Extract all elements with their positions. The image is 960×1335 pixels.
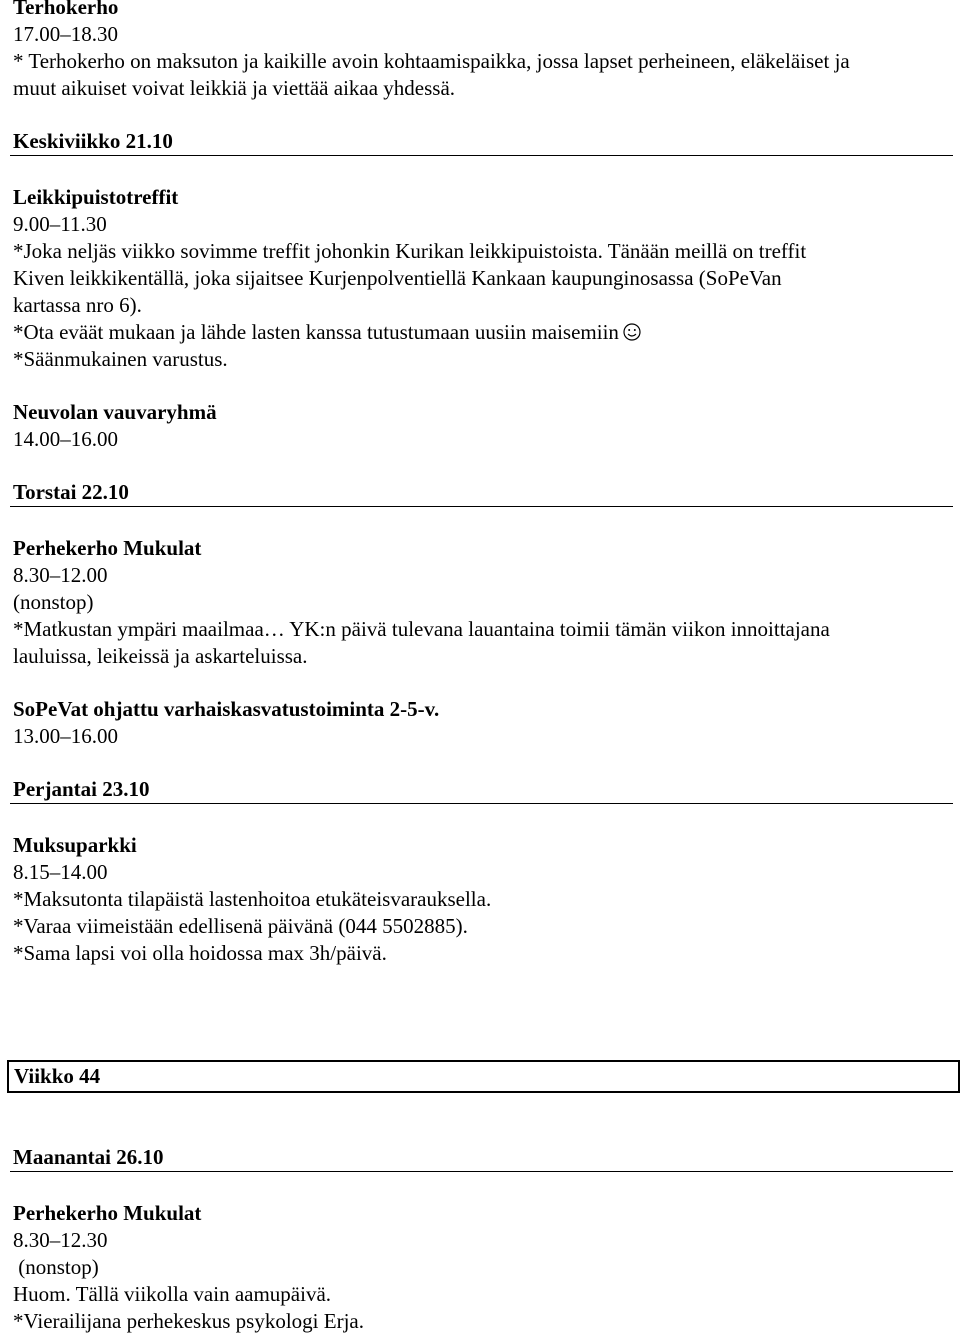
event-description: *Sama lapsi voi olla hoidossa max 3h/päivä. [13,941,387,965]
spacer [13,967,949,1060]
spacer [13,373,949,399]
event-description: *Varaa viimeistään edellisenä päivänä (044 5502885). [13,914,468,938]
event-description: Kiven leikkikentällä, joka sijaitsee Kurjenpolventiellä Kankaan kaupunginosassa (SoPeVan [13,266,782,290]
event-title: Perhekerho Mukulat [13,1201,202,1225]
event-time: 14.00–16.00 [13,427,118,451]
event-description: Huom. Tällä viikolla vain aamupäivä. [13,1282,332,1306]
smiley-icon [623,321,641,348]
day-heading-wednesday: Keskiviikko 21.10 [10,128,953,156]
event-title: SoPeVat ohjattu varhaiskasvatustoiminta 2-5-v. [13,697,440,721]
event-description: *Vierailijana perhekeskus psykologi Erja. [13,1309,364,1333]
event-description: *Joka neljäs viikko sovimme treffit johonkin Kurikan leikkipuistoista. Tänään meillä on treffit [13,239,807,263]
event-time: 17.00–18.30 [13,22,118,46]
spacer [13,1174,949,1200]
event-note: (nonstop) [13,1255,99,1279]
spacer [13,750,949,776]
event-note: (nonstop) [13,590,94,614]
event-description: muut aikuiset voivat leikkiä ja viettää aikaa yhdessä. [13,76,456,100]
event-description-with-smiley [13,319,949,346]
spacer [13,158,949,184]
event-description: *Maksutonta tilapäistä lastenhoitoa etukäteisvarauksella. [13,887,492,911]
event-time: 9.00–11.30 [13,212,107,236]
spacer [13,806,949,832]
spacer [13,453,949,479]
day-heading-friday: Perjantai 23.10 [10,776,953,804]
spacer [13,1093,949,1144]
event-description: *Matkustan ympäri maailmaa… YK:n päivä tulevana lauantaina toimii tämän viikon innoittajana [13,617,830,641]
event-description: kartassa nro 6). [13,293,142,317]
spacer [13,509,949,535]
spacer [13,670,949,696]
event-description: * Terhokerho on maksuton ja kaikille avoin kohtaamispaikka, jossa lapset perheineen, eläkeläiset ja [13,49,850,73]
event-title: Perhekerho Mukulat [13,536,202,560]
day-heading-thursday: Torstai 22.10 [10,479,953,507]
day-heading-monday: Maanantai 26.10 [10,1144,953,1172]
event-title: Terhokerho [13,0,119,19]
event-time: 13.00–16.00 [13,724,118,748]
event-description: *Ota eväät mukaan ja lähde lasten kanssa tutustumaan uusiin maisemiin [13,320,619,344]
event-time: 8.15–14.00 [13,860,108,884]
event-title: Neuvolan vauvaryhmä [13,400,217,424]
spacer [13,102,949,128]
week-heading: Viikko 44 [7,1060,960,1093]
event-description: *Säänmukainen varustus. [13,347,228,371]
event-time: 8.30–12.30 [13,1228,108,1252]
document-page [13,0,949,1335]
event-title: Leikkipuistotreffit [13,185,179,209]
event-time: 8.30–12.00 [13,563,108,587]
event-description: lauluissa, leikeissä ja askarteluissa. [13,644,308,668]
event-title: Muksuparkki [13,833,137,857]
